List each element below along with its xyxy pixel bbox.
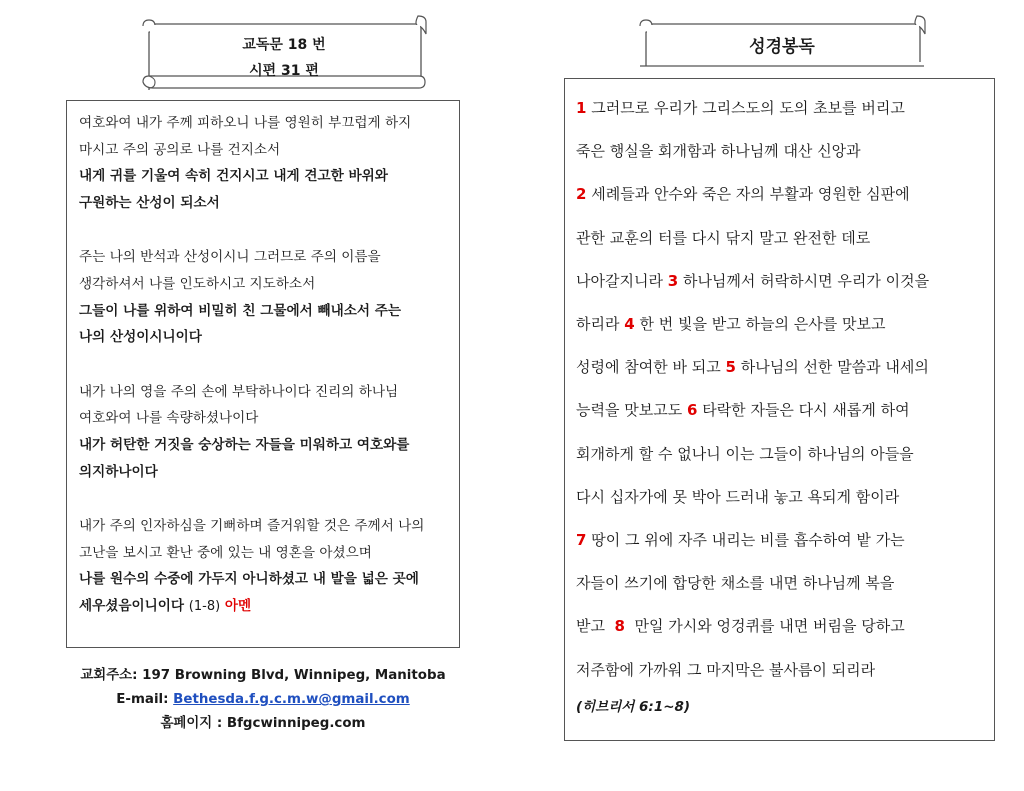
psalm-number: 시편 31 편 bbox=[249, 63, 319, 79]
reading-text: 나아갈지니라 bbox=[576, 271, 663, 290]
reading-text: 한 번 빛을 받고 하늘의 은사를 맛보고 bbox=[639, 315, 886, 334]
reading-text: 땅이 그 위에 자주 내리는 비를 흡수하여 밭 가는 bbox=[591, 531, 905, 550]
stanza-gap bbox=[79, 351, 449, 379]
verse-number: 8 bbox=[614, 617, 625, 636]
reading-text: 하리라 bbox=[576, 315, 620, 334]
reading-line: 저주함에 가까워 그 마지막은 불사름이 되리라 bbox=[576, 660, 876, 679]
email-link[interactable]: Bethesda.f.g.c.m.w@gmail.com bbox=[173, 692, 410, 707]
church-info-footer bbox=[66, 664, 460, 736]
reading-text: 타락한 자들은 다시 새롭게 하여 bbox=[702, 401, 910, 420]
reading-line bbox=[576, 519, 986, 562]
reading-text: 세례들과 안수와 죽은 자의 부활과 영원한 심판에 bbox=[591, 185, 910, 204]
verse-number: 4 bbox=[624, 315, 635, 334]
psalm-line: 마시고 주의 공의로 나를 건지소서 bbox=[79, 141, 281, 158]
responsive-reading-banner bbox=[135, 12, 433, 94]
reading-text: 하나님께서 허락하시면 우리가 이것을 bbox=[682, 271, 930, 290]
reading-text: 능력을 맛보고도 bbox=[576, 401, 683, 420]
church-address: 교회주소: 197 Browning Blvd, Winnipeg, Manitoba bbox=[80, 668, 446, 683]
psalm-response-line: 나를 원수의 수중에 가두지 아니하셨고 내 발을 넓은 곳에 bbox=[79, 571, 419, 588]
psalm-response-line: 구원하는 산성이 되소서 bbox=[79, 194, 220, 211]
verse-number: 1 bbox=[576, 99, 587, 117]
scripture-reading-box bbox=[564, 78, 995, 741]
reading-text: 만일 가시와 엉겅퀴를 내면 버림을 당하고 bbox=[634, 617, 905, 636]
scripture-reading-title: 성경봉독 bbox=[749, 37, 815, 57]
reading-text: 성령에 참여한 바 되고 bbox=[576, 358, 721, 377]
psalm-line: 여호와여 내가 주께 피하오니 나를 영원히 부끄럽게 하지 bbox=[79, 115, 412, 131]
psalm-final-text: 세우셨음이니이다 bbox=[79, 597, 185, 614]
psalm-line: 생각하셔서 나를 인도하시고 지도하소서 bbox=[79, 275, 316, 292]
reading-line bbox=[576, 605, 986, 648]
verse-number: 5 bbox=[725, 358, 736, 377]
reading-line: 관한 교훈의 터를 다시 닦지 말고 완전한 데로 bbox=[576, 228, 871, 247]
stanza-gap bbox=[79, 485, 449, 513]
psalm-line: 고난을 보시고 환난 중에 있는 내 영혼을 아셨으며 bbox=[79, 544, 372, 561]
reading-line bbox=[576, 389, 986, 432]
stanza-gap bbox=[79, 216, 449, 244]
psalm-response-line: 나의 산성이시니이다 bbox=[79, 329, 202, 346]
scripture-reading-banner bbox=[632, 12, 932, 68]
psalm-response-line: 의지하나이다 bbox=[79, 463, 158, 480]
verse-number: 6 bbox=[686, 401, 698, 420]
scripture-reference: (히브리서 6:1~8) bbox=[576, 698, 691, 715]
reading-line: 다시 십자가에 못 박아 드러내 놓고 욕되게 함이라 bbox=[576, 487, 900, 506]
reading-number: 교독문 18 번 bbox=[242, 37, 326, 53]
psalm-response-line: 내게 귀를 기울여 속히 건지시고 내게 견고한 바위와 bbox=[79, 168, 388, 185]
church-homepage: 홈페이지 : Bfgcwinnipeg.com bbox=[160, 716, 366, 731]
psalm-verse-range: (1-8) bbox=[188, 598, 221, 614]
reading-line: 자들이 쓰기에 합당한 채소를 내면 하나님께 복을 bbox=[576, 574, 895, 593]
psalm-response-line: 내가 허탄한 거짓을 숭상하는 자들을 미워하고 여호와를 bbox=[79, 436, 410, 453]
reading-line bbox=[576, 260, 986, 303]
verse-number: 2 bbox=[576, 185, 587, 204]
reading-line: 죽은 행실을 회개함과 하나님께 대산 신앙과 bbox=[576, 142, 861, 161]
psalm-reading-box bbox=[66, 100, 460, 648]
psalm-line: 내가 주의 인자하심을 기뻐하며 즐거워할 것은 주께서 나의 bbox=[79, 518, 425, 535]
verse-number: 3 bbox=[667, 271, 679, 290]
reading-text: 받고 bbox=[576, 617, 605, 636]
psalm-final-line bbox=[79, 593, 449, 621]
reading-line bbox=[576, 87, 986, 130]
psalm-response-line: 그들이 나를 위하여 비밀히 친 그물에서 빼내소서 주는 bbox=[79, 302, 402, 319]
reading-line bbox=[576, 173, 986, 216]
reading-line bbox=[576, 303, 986, 346]
email-label: E-mail: bbox=[116, 692, 169, 707]
amen-text: 아멘 bbox=[224, 597, 252, 614]
reading-line: 회개하게 할 수 없나니 이는 그들이 하나님의 아들을 bbox=[576, 444, 914, 463]
reading-line bbox=[576, 346, 986, 389]
church-email-line bbox=[66, 688, 460, 712]
reading-text: 하나님의 선한 말씀과 내세의 bbox=[740, 358, 929, 377]
psalm-line: 주는 나의 반석과 산성이시니 그러므로 주의 이름을 bbox=[79, 249, 381, 266]
psalm-line: 내가 나의 영을 주의 손에 부탁하나이다 진리의 하나님 bbox=[79, 383, 399, 400]
psalm-line: 여호와여 나를 속량하셨나이다 bbox=[79, 410, 259, 427]
verse-number: 7 bbox=[576, 531, 587, 550]
reading-text: 그러므로 우리가 그리스도의 도의 초보를 버리고 bbox=[591, 99, 905, 117]
